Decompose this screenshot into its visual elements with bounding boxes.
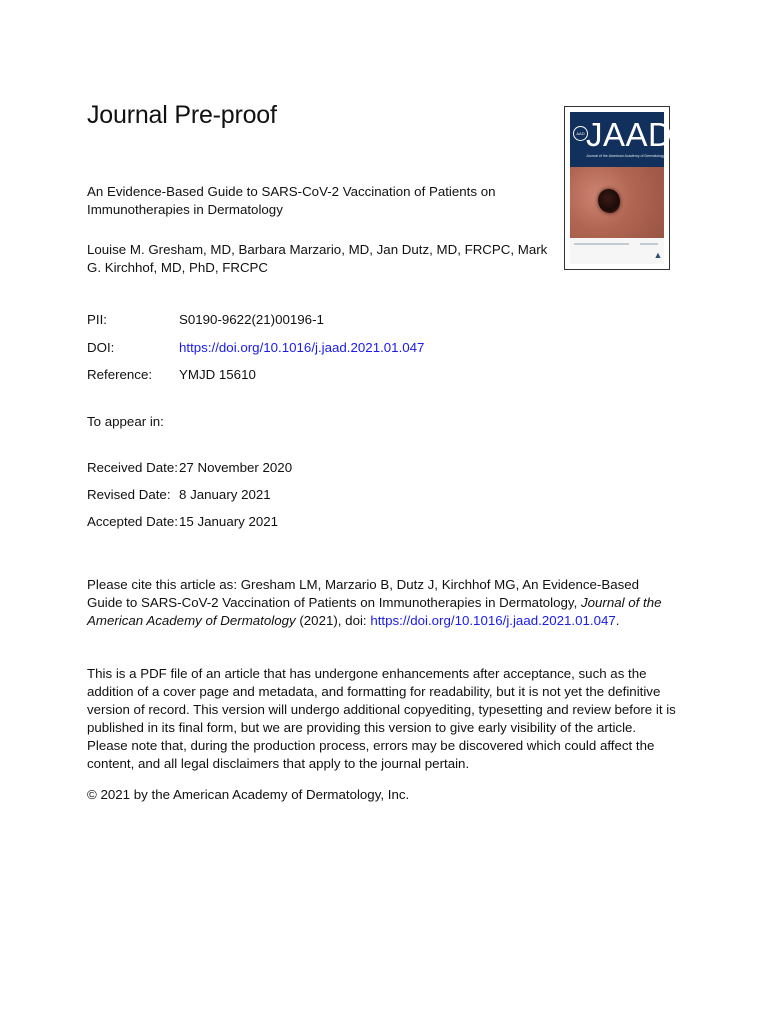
page-heading: Journal Pre-proof <box>87 101 277 129</box>
citation-journal: Journal of the American Academy of Dermatology <box>87 595 662 628</box>
reference-label: Reference: <box>87 367 153 382</box>
cover-image <box>570 167 664 238</box>
cover-footer-line <box>574 243 629 245</box>
accepted-date-value: 15 January 2021 <box>179 514 279 529</box>
received-date-value: 27 November 2020 <box>179 460 293 475</box>
revised-date-value: 8 January 2021 <box>179 487 271 502</box>
doi-row <box>87 339 424 357</box>
article-authors: Louise M. Gresham, MD, Barbara Marzario, MD, Jan Dutz, MD, FRCPC, Mark G. Kirchhof, MD, PhD, FRCPC <box>87 242 548 275</box>
accepted-date-row <box>87 513 278 531</box>
reference-row <box>87 366 256 384</box>
preproof-notice: This is a PDF file of an article that has undergone enhancements after acceptance, such as the addition of a cover page and metadata, and formatting for readability, but it is not yet the definitive version of record. This version will undergo additional copyediting, typesetting and review before it is published in its final form, but we are providing this version to give early visibility of the article. Please note that, during the production process, errors may be discovered which could affect the content, and all legal disclaimers that apply to the journal pertain. <box>87 666 676 771</box>
elsevier-tree-icon: ▲ <box>653 250 663 260</box>
lesion-image <box>598 189 620 213</box>
reference-value: YMJD 15610 <box>179 367 256 382</box>
doi-label: DOI: <box>87 340 115 355</box>
revised-date-label: Revised Date: <box>87 487 171 502</box>
copyright-notice: © 2021 by the American Academy of Dermatology, Inc. <box>87 787 410 802</box>
citation-prefix: Please cite this article as: Gresham LM, Marzario B, Dutz J, Kirchhof MG, An Evidence-Based Guide to SARS-CoV-2 Vaccination of Patients on Immunotherapies in Dermatology, <box>87 577 640 610</box>
pii-row <box>87 311 324 329</box>
cover-subtitle: Journal of the American Academy of Dermatology <box>586 154 665 158</box>
cover-title: JAAD <box>586 116 673 153</box>
received-date-label: Received Date: <box>87 460 178 475</box>
journal-cover <box>564 106 673 270</box>
appear-in: To appear in: <box>87 414 164 429</box>
citation-suffix: . <box>615 613 620 628</box>
revised-date-row <box>87 486 271 504</box>
cover-inner <box>570 112 673 264</box>
article-title: An Evidence-Based Guide to SARS-CoV-2 Vaccination of Patients on Immunotherapies in Dermatology <box>87 184 496 217</box>
received-date-row <box>87 459 292 477</box>
citation-middle: (2021), doi: <box>295 613 371 628</box>
doi-link[interactable]: https://doi.org/10.1016/j.jaad.2021.01.047 <box>179 340 425 355</box>
citation-paragraph <box>87 576 667 630</box>
cover-footer-line <box>640 243 658 245</box>
accepted-date-label: Accepted Date: <box>87 514 178 529</box>
cover-header <box>570 112 673 167</box>
citation-doi-link[interactable]: https://doi.org/10.1016/j.jaad.2021.01.047 <box>370 613 616 628</box>
pii-label: PII: <box>87 312 107 327</box>
aad-badge: AAD <box>573 126 588 141</box>
pii-value: S0190-9622(21)00196-1 <box>179 312 324 327</box>
